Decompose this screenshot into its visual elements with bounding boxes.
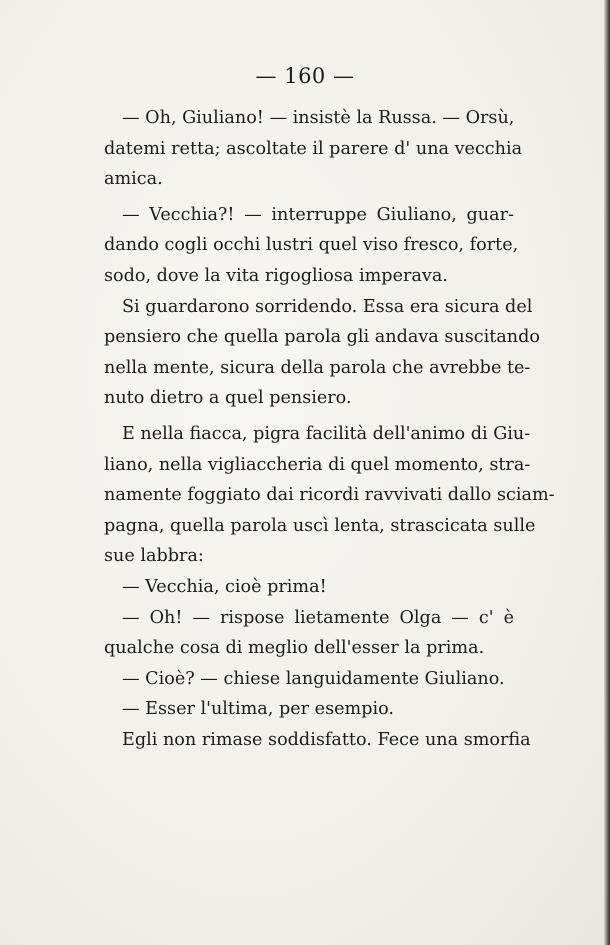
text-line: sue labbra: bbox=[104, 546, 204, 567]
text-line: nuto dietro a quel pensiero. bbox=[104, 388, 352, 409]
text-line: — Vecchia?! — interruppe Giuliano, guar- bbox=[122, 204, 514, 225]
text-line: qualche cosa di meglio dell'esser la prima. bbox=[104, 638, 485, 659]
text-line: namente foggiato dai ricordi ravvivati dallo sciam- bbox=[104, 485, 555, 506]
text-line: Si guardarono sorridendo. Essa era sicura del bbox=[122, 296, 533, 317]
text-line: E nella fiacca, pigra facilità dell'animo di Giu- bbox=[122, 423, 531, 444]
text-line: — Oh! — rispose lietamente Olga — c' è bbox=[122, 607, 514, 628]
text-line: — Oh, Giuliano! — insistè la Russa. — Orsù, bbox=[122, 108, 515, 128]
text-line: amica. bbox=[104, 169, 163, 190]
text-line: nella mente, sicura della parola che avrebbe te- bbox=[104, 357, 531, 378]
page-edge-shadow bbox=[604, 0, 610, 945]
text-line: liano, nella vigliaccheria di quel momento, stra- bbox=[104, 454, 531, 475]
text-line: sodo, dove la vita rigogliosa imperava. bbox=[104, 265, 448, 286]
text-line: pensiero che quella parola gli andava suscitando bbox=[104, 327, 540, 348]
text-line: — Esser l'ultima, per esempio. bbox=[122, 699, 394, 720]
text-line: dando cogli occhi lustri quel viso fresco, forte, bbox=[104, 235, 519, 256]
text-line: — Cioè? — chiese languidamente Giuliano. bbox=[122, 668, 505, 689]
text-line: Egli non rimase soddisfatto. Fece una smorfia bbox=[122, 729, 531, 750]
text-line: — Vecchia, cioè prima! bbox=[122, 576, 327, 597]
body-text bbox=[104, 103, 555, 755]
text-line: datemi retta; ascoltate il parere d' una vecchia bbox=[104, 138, 523, 159]
text-line: pagna, quella parola uscì lenta, strascicata sulle bbox=[104, 515, 536, 536]
page-number-header: — 160 — bbox=[255, 64, 355, 88]
